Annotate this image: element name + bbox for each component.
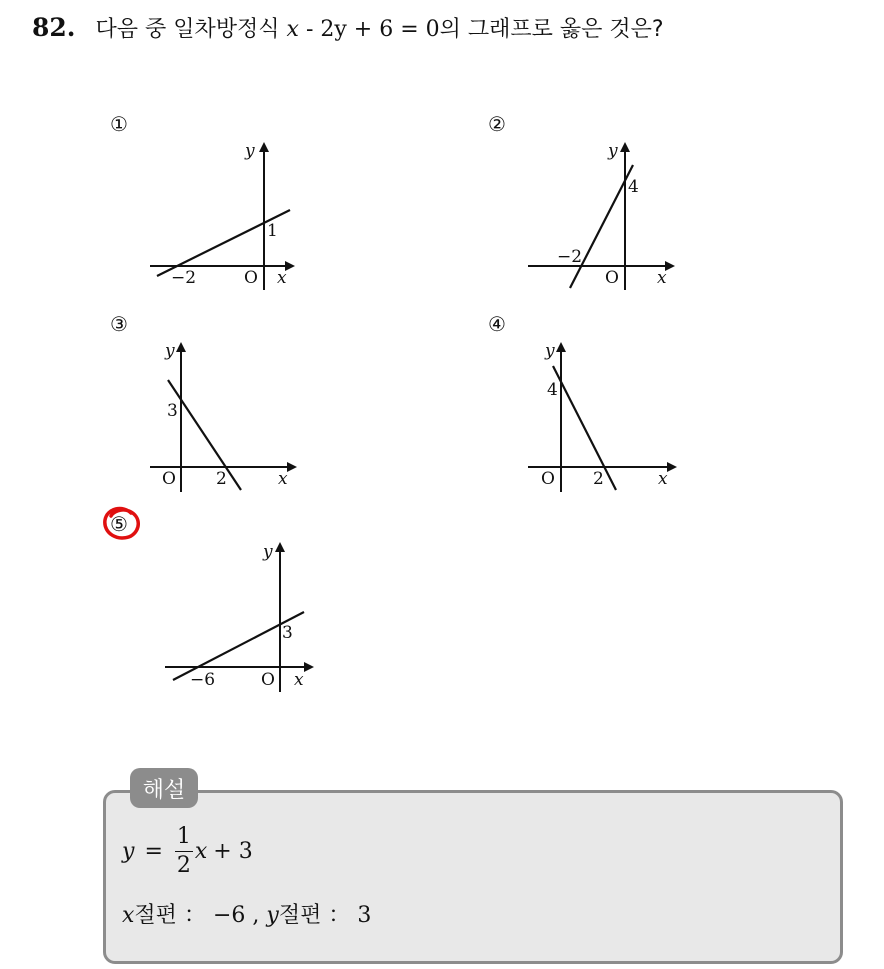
graph-line bbox=[168, 380, 241, 490]
x-axis-label: x bbox=[278, 469, 288, 489]
x-axis-label: x bbox=[658, 469, 668, 489]
y-axis-label: y bbox=[608, 141, 618, 161]
choice-4-marker[interactable]: ④ bbox=[488, 312, 506, 336]
x-intercept-label: 2 bbox=[593, 469, 604, 489]
question-number: 82. bbox=[32, 13, 76, 42]
choice-2-graph bbox=[525, 130, 685, 300]
fraction: $\frac{1}{2}$ bbox=[176, 824, 191, 878]
y-intercept-label: 3 bbox=[282, 623, 293, 643]
solution-box bbox=[103, 790, 843, 964]
choice-3-marker[interactable]: ③ bbox=[110, 312, 128, 336]
y-intercept-label: 4 bbox=[628, 177, 639, 197]
question-text: 다음 중 일차방정식 x - 2y + 6 = 0의 그래프로 옳은 것은? bbox=[95, 17, 664, 42]
graph-line bbox=[570, 165, 633, 288]
choice-1-marker[interactable]: ① bbox=[110, 112, 128, 136]
graph-line bbox=[553, 366, 616, 490]
question-header bbox=[32, 12, 664, 43]
origin-label: O bbox=[261, 670, 275, 690]
solution-equation: y = $\frac{1}{2}$ x + 3 bbox=[122, 824, 253, 878]
x-intercept-label: 2 bbox=[216, 469, 227, 489]
origin-label: O bbox=[541, 469, 555, 489]
y-intercept-label: 3 bbox=[167, 401, 178, 421]
choice-2-marker[interactable]: ② bbox=[488, 112, 506, 136]
solution-tab-label: 해설 bbox=[130, 768, 198, 808]
x-axis-label: x bbox=[657, 268, 667, 288]
x-intercept-label: −2 bbox=[557, 247, 583, 267]
choice-5-graph bbox=[160, 532, 330, 702]
x-intercept-label: −6 bbox=[190, 670, 216, 690]
y-axis-label: y bbox=[545, 341, 555, 361]
solution-intercepts: x절편 ： −6 , y절편 ： 3 bbox=[122, 903, 372, 928]
choice-4-graph bbox=[525, 332, 685, 502]
origin-label: O bbox=[162, 469, 176, 489]
x-intercept-label: −2 bbox=[171, 268, 197, 288]
x-axis-label: x bbox=[277, 268, 287, 288]
choice-1-graph bbox=[145, 130, 305, 300]
y-intercept-label: 4 bbox=[547, 380, 558, 400]
y-axis-label: y bbox=[263, 542, 273, 562]
choice-5-marker[interactable]: ⑤ bbox=[110, 512, 128, 536]
origin-label: O bbox=[244, 268, 258, 288]
y-axis-label: y bbox=[165, 341, 175, 361]
choice-3-graph bbox=[145, 332, 305, 502]
y-intercept-label: 1 bbox=[267, 221, 278, 241]
x-axis-label: x bbox=[294, 670, 304, 690]
y-axis-label: y bbox=[245, 141, 255, 161]
origin-label: O bbox=[605, 268, 619, 288]
